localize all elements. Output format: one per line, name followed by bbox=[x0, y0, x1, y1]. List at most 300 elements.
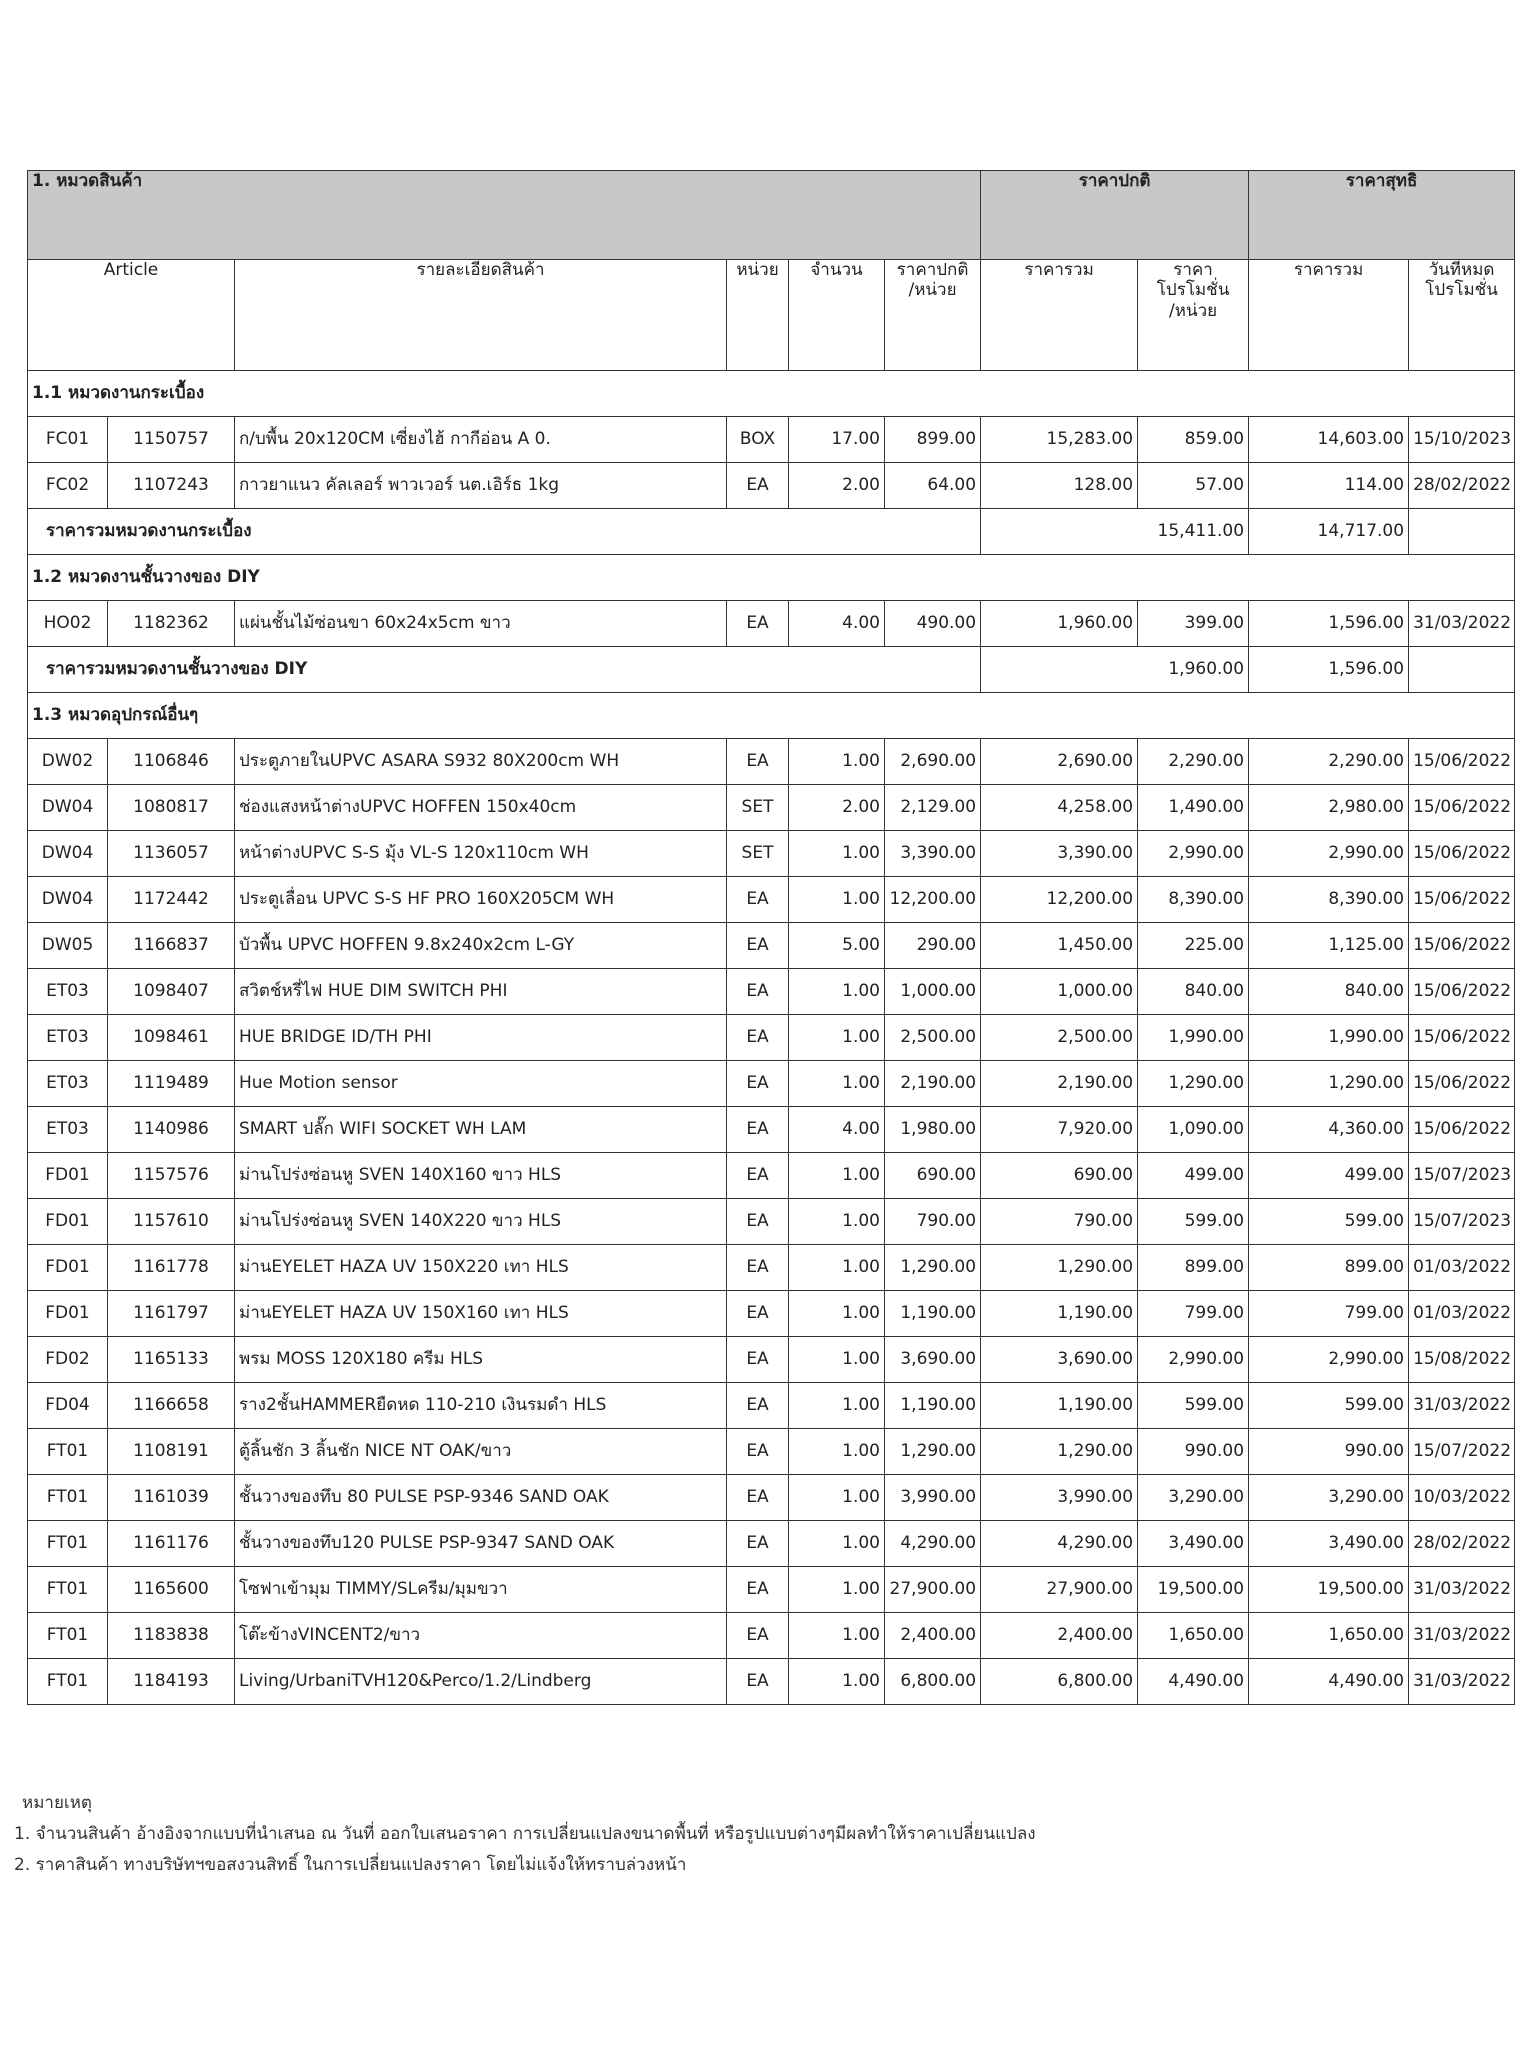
cell-article: 1108191 bbox=[108, 1429, 235, 1475]
cell-promo-price: 799.00 bbox=[1138, 1291, 1249, 1337]
cell-promo-end: 31/03/2022 bbox=[1409, 601, 1515, 647]
cell-description: ช่องแสงหน้าต่างUPVC HOFFEN 150x40cm bbox=[235, 785, 727, 831]
table-row bbox=[28, 1613, 1515, 1659]
table-row bbox=[28, 1015, 1515, 1061]
cell-unit: EA bbox=[727, 1061, 789, 1107]
cell-total: 1,290.00 bbox=[981, 1245, 1138, 1291]
cell-promo-price: 899.00 bbox=[1138, 1245, 1249, 1291]
table-row bbox=[28, 1567, 1515, 1613]
cell-article: 1166658 bbox=[108, 1383, 235, 1429]
cell-promo-price: 2,290.00 bbox=[1138, 739, 1249, 785]
cell-promo-price: 225.00 bbox=[1138, 923, 1249, 969]
cell-unit-price: 6,800.00 bbox=[885, 1659, 981, 1705]
cell-total: 4,290.00 bbox=[981, 1521, 1138, 1567]
cell-unit: EA bbox=[727, 1475, 789, 1521]
col-promo-end-line: วันที่หมด bbox=[1428, 260, 1495, 280]
table-row bbox=[28, 1659, 1515, 1705]
cell-article: 1165133 bbox=[108, 1337, 235, 1383]
table-row bbox=[28, 1199, 1515, 1245]
subtotal-empty-cell bbox=[1409, 647, 1515, 693]
cell-total: 1,000.00 bbox=[981, 969, 1138, 1015]
cell-code: FD01 bbox=[28, 1153, 108, 1199]
cell-description: แผ่นชั้นไม้ซ่อนขา 60x24x5cm ขาว bbox=[235, 601, 727, 647]
section-header bbox=[28, 693, 1515, 739]
cell-code: FT01 bbox=[28, 1567, 108, 1613]
cell-promo-price: 499.00 bbox=[1138, 1153, 1249, 1199]
cell-promo-end: 01/03/2022 bbox=[1409, 1245, 1515, 1291]
cell-promo-end: 15/06/2022 bbox=[1409, 831, 1515, 877]
cell-net-total: 2,980.00 bbox=[1249, 785, 1409, 831]
cell-qty: 1.00 bbox=[789, 831, 885, 877]
cell-description: ม่านEYELET HAZA UV 150X160 เทา HLS bbox=[235, 1291, 727, 1337]
cell-article: 1172442 bbox=[108, 877, 235, 923]
cell-code: FD02 bbox=[28, 1337, 108, 1383]
cell-qty: 1.00 bbox=[789, 1337, 885, 1383]
cell-article: 1140986 bbox=[108, 1107, 235, 1153]
cell-description: ประตูเลื่อน UPVC S-S HF PRO 160X205CM WH bbox=[235, 877, 727, 923]
cell-description: พรม MOSS 120X180 ครีม HLS bbox=[235, 1337, 727, 1383]
subtotal-label: ราคารวมหมวดงานชั้นวางของ DIY bbox=[28, 647, 981, 693]
cell-net-total: 8,390.00 bbox=[1249, 877, 1409, 923]
cell-unit: EA bbox=[727, 923, 789, 969]
cell-total: 1,960.00 bbox=[981, 601, 1138, 647]
col-promo-end bbox=[1409, 260, 1515, 371]
cell-promo-end: 15/06/2022 bbox=[1409, 923, 1515, 969]
cell-unit-price: 1,290.00 bbox=[885, 1245, 981, 1291]
cell-unit: EA bbox=[727, 1107, 789, 1153]
section-title: 1.3 หมวดอุปกรณ์อื่นๆ bbox=[28, 693, 1515, 739]
cell-net-total: 114.00 bbox=[1249, 463, 1409, 509]
cell-code: ET03 bbox=[28, 1015, 108, 1061]
cell-qty: 1.00 bbox=[789, 1153, 885, 1199]
cell-unit-price: 3,690.00 bbox=[885, 1337, 981, 1383]
cell-unit-price: 899.00 bbox=[885, 417, 981, 463]
cell-qty: 1.00 bbox=[789, 1199, 885, 1245]
cell-qty: 2.00 bbox=[789, 785, 885, 831]
cell-article: 1182362 bbox=[108, 601, 235, 647]
cell-description: ม่านEYELET HAZA UV 150X220 เทา HLS bbox=[235, 1245, 727, 1291]
cell-unit: EA bbox=[727, 1291, 789, 1337]
col-promo-end-line: โปรโมชั่น bbox=[1425, 280, 1498, 301]
cell-total: 12,200.00 bbox=[981, 877, 1138, 923]
cell-code: FD04 bbox=[28, 1383, 108, 1429]
cell-promo-end: 10/03/2022 bbox=[1409, 1475, 1515, 1521]
cell-promo-end: 15/06/2022 bbox=[1409, 969, 1515, 1015]
table-row bbox=[28, 1383, 1515, 1429]
cell-unit-price: 1,980.00 bbox=[885, 1107, 981, 1153]
cell-qty: 1.00 bbox=[789, 1061, 885, 1107]
subtotal-row bbox=[28, 509, 1515, 555]
cell-description: สวิตช์หรี่ไฟ HUE DIM SWITCH PHI bbox=[235, 969, 727, 1015]
cell-article: 1080817 bbox=[108, 785, 235, 831]
subtotal-total: 1,960.00 bbox=[981, 647, 1249, 693]
cell-description: บัวพื้น UPVC HOFFEN 9.8x240x2cm L-GY bbox=[235, 923, 727, 969]
cell-description: SMART ปลั๊ก WIFI SOCKET WH LAM bbox=[235, 1107, 727, 1153]
cell-unit: EA bbox=[727, 1659, 789, 1705]
cell-unit: EA bbox=[727, 877, 789, 923]
cell-net-total: 1,125.00 bbox=[1249, 923, 1409, 969]
cell-net-total: 599.00 bbox=[1249, 1199, 1409, 1245]
cell-promo-end: 15/10/2023 bbox=[1409, 417, 1515, 463]
cell-net-total: 2,990.00 bbox=[1249, 1337, 1409, 1383]
cell-promo-end: 15/06/2022 bbox=[1409, 1107, 1515, 1153]
cell-promo-price: 3,290.00 bbox=[1138, 1475, 1249, 1521]
cell-unit-price: 2,500.00 bbox=[885, 1015, 981, 1061]
cell-description: ก/บพื้น 20x120CM เซี่ยงไฮ้ กากีอ่อน A 0. bbox=[235, 417, 727, 463]
cell-description: ราง2ชั้นHAMMERยืดหด 110-210 เงินรมดำ HLS bbox=[235, 1383, 727, 1429]
cell-unit-price: 290.00 bbox=[885, 923, 981, 969]
section-header bbox=[28, 371, 1515, 417]
cell-total: 1,450.00 bbox=[981, 923, 1138, 969]
cell-total: 128.00 bbox=[981, 463, 1138, 509]
cell-code: FC02 bbox=[28, 463, 108, 509]
cell-description: ประตูภายในUPVC ASARA S932 80X200cm WH bbox=[235, 739, 727, 785]
cell-description: โซฟาเข้ามุม TIMMY/SLครีม/มุมขวา bbox=[235, 1567, 727, 1613]
regular-price-group-header: ราคาปกติ bbox=[981, 171, 1249, 260]
cell-code: ET03 bbox=[28, 1061, 108, 1107]
cell-promo-end: 15/07/2023 bbox=[1409, 1199, 1515, 1245]
cell-code: FT01 bbox=[28, 1475, 108, 1521]
col-unit-price-line: ราคาปกติ bbox=[896, 260, 969, 280]
cell-unit: EA bbox=[727, 1521, 789, 1567]
cell-qty: 4.00 bbox=[789, 1107, 885, 1153]
table-row bbox=[28, 1153, 1515, 1199]
cell-promo-price: 399.00 bbox=[1138, 601, 1249, 647]
cell-unit-price: 1,000.00 bbox=[885, 969, 981, 1015]
cell-promo-end: 31/03/2022 bbox=[1409, 1383, 1515, 1429]
cell-description: โต๊ะข้างVINCENT2/ขาว bbox=[235, 1613, 727, 1659]
table-row bbox=[28, 739, 1515, 785]
cell-unit-price: 2,690.00 bbox=[885, 739, 981, 785]
table-row bbox=[28, 831, 1515, 877]
cell-net-total: 899.00 bbox=[1249, 1245, 1409, 1291]
cell-total: 1,290.00 bbox=[981, 1429, 1138, 1475]
cell-total: 2,690.00 bbox=[981, 739, 1138, 785]
cell-qty: 1.00 bbox=[789, 1015, 885, 1061]
cell-qty: 1.00 bbox=[789, 1475, 885, 1521]
notes-title: หมายเหตุ bbox=[22, 1793, 92, 1813]
col-unit-price bbox=[885, 260, 981, 371]
cell-qty: 1.00 bbox=[789, 1659, 885, 1705]
cell-article: 1183838 bbox=[108, 1613, 235, 1659]
note-line: 2. ราคาสินค้า ทางบริษัทฯขอสงวนสิทธิ์ ในการเปลี่ยนแปลงราคา โดยไม่แจ้งให้ทราบล่วงหน้า bbox=[14, 1855, 687, 1875]
cell-code: DW05 bbox=[28, 923, 108, 969]
cell-code: DW02 bbox=[28, 739, 108, 785]
table-row bbox=[28, 1107, 1515, 1153]
cell-code: ET03 bbox=[28, 969, 108, 1015]
cell-net-total: 840.00 bbox=[1249, 969, 1409, 1015]
cell-promo-price: 599.00 bbox=[1138, 1383, 1249, 1429]
cell-promo-price: 1,290.00 bbox=[1138, 1061, 1249, 1107]
cell-code: FD01 bbox=[28, 1245, 108, 1291]
cell-total: 4,258.00 bbox=[981, 785, 1138, 831]
table-row bbox=[28, 417, 1515, 463]
cell-unit-price: 1,290.00 bbox=[885, 1429, 981, 1475]
cell-promo-price: 1,650.00 bbox=[1138, 1613, 1249, 1659]
table-row bbox=[28, 1337, 1515, 1383]
subtotal-net: 14,717.00 bbox=[1249, 509, 1409, 555]
cell-qty: 1.00 bbox=[789, 1429, 885, 1475]
cell-unit: SET bbox=[727, 831, 789, 877]
cell-total: 2,500.00 bbox=[981, 1015, 1138, 1061]
cell-promo-price: 840.00 bbox=[1138, 969, 1249, 1015]
cell-promo-end: 15/06/2022 bbox=[1409, 1061, 1515, 1107]
cell-net-total: 1,650.00 bbox=[1249, 1613, 1409, 1659]
cell-promo-price: 2,990.00 bbox=[1138, 831, 1249, 877]
cell-unit: EA bbox=[727, 1153, 789, 1199]
cell-unit-price: 12,200.00 bbox=[885, 877, 981, 923]
cell-total: 3,990.00 bbox=[981, 1475, 1138, 1521]
col-unit-price-line: /หน่วย bbox=[908, 280, 957, 301]
cell-unit-price: 27,900.00 bbox=[885, 1567, 981, 1613]
table-row bbox=[28, 463, 1515, 509]
cell-unit-price: 3,990.00 bbox=[885, 1475, 981, 1521]
cell-unit: EA bbox=[727, 1245, 789, 1291]
cell-net-total: 1,990.00 bbox=[1249, 1015, 1409, 1061]
cell-promo-end: 15/06/2022 bbox=[1409, 1015, 1515, 1061]
cell-code: FT01 bbox=[28, 1659, 108, 1705]
cell-promo-end: 01/03/2022 bbox=[1409, 1291, 1515, 1337]
cell-description: ชั้นวางของทึบ 80 PULSE PSP-9346 SAND OAK bbox=[235, 1475, 727, 1521]
cell-unit: EA bbox=[727, 1613, 789, 1659]
cell-qty: 1.00 bbox=[789, 1291, 885, 1337]
cell-code: FT01 bbox=[28, 1429, 108, 1475]
subtotal-label: ราคารวมหมวดงานกระเบื้อง bbox=[28, 509, 981, 555]
cell-article: 1107243 bbox=[108, 463, 235, 509]
cell-article: 1166837 bbox=[108, 923, 235, 969]
cell-article: 1106846 bbox=[108, 739, 235, 785]
cell-total: 6,800.00 bbox=[981, 1659, 1138, 1705]
col-unit: หน่วย bbox=[727, 260, 789, 371]
cell-net-total: 4,490.00 bbox=[1249, 1659, 1409, 1705]
section-title: 1.1 หมวดงานกระเบื้อง bbox=[28, 371, 1515, 417]
cell-net-total: 799.00 bbox=[1249, 1291, 1409, 1337]
cell-code: ET03 bbox=[28, 1107, 108, 1153]
table-row bbox=[28, 785, 1515, 831]
col-promo-price-line: โปรโมชั่น bbox=[1156, 280, 1230, 301]
table-group-header bbox=[28, 171, 1515, 260]
cell-net-total: 19,500.00 bbox=[1249, 1567, 1409, 1613]
cell-description: ตู้ลิ้นชัก 3 ลิ้นชัก NICE NT OAK/ขาว bbox=[235, 1429, 727, 1475]
table-row bbox=[28, 1245, 1515, 1291]
section-header bbox=[28, 555, 1515, 601]
col-net-total: ราคารวม bbox=[1249, 260, 1409, 371]
cell-unit-price: 4,290.00 bbox=[885, 1521, 981, 1567]
cell-qty: 1.00 bbox=[789, 1383, 885, 1429]
cell-unit: SET bbox=[727, 785, 789, 831]
table-row bbox=[28, 1521, 1515, 1567]
cell-article: 1184193 bbox=[108, 1659, 235, 1705]
cell-unit-price: 2,400.00 bbox=[885, 1613, 981, 1659]
cell-net-total: 3,490.00 bbox=[1249, 1521, 1409, 1567]
cell-promo-price: 599.00 bbox=[1138, 1199, 1249, 1245]
cell-unit-price: 1,190.00 bbox=[885, 1383, 981, 1429]
cell-net-total: 2,990.00 bbox=[1249, 831, 1409, 877]
cell-promo-price: 1,090.00 bbox=[1138, 1107, 1249, 1153]
cell-net-total: 499.00 bbox=[1249, 1153, 1409, 1199]
cell-net-total: 14,603.00 bbox=[1249, 417, 1409, 463]
cell-net-total: 1,596.00 bbox=[1249, 601, 1409, 647]
table-row bbox=[28, 1061, 1515, 1107]
cell-unit: EA bbox=[727, 1015, 789, 1061]
cell-article: 1136057 bbox=[108, 831, 235, 877]
cell-total: 3,390.00 bbox=[981, 831, 1138, 877]
cell-promo-end: 31/03/2022 bbox=[1409, 1659, 1515, 1705]
cell-net-total: 4,360.00 bbox=[1249, 1107, 1409, 1153]
subtotal-empty-cell bbox=[1409, 509, 1515, 555]
cell-promo-price: 8,390.00 bbox=[1138, 877, 1249, 923]
cell-total: 690.00 bbox=[981, 1153, 1138, 1199]
cell-unit: EA bbox=[727, 739, 789, 785]
cell-description: Hue Motion sensor bbox=[235, 1061, 727, 1107]
table-column-header bbox=[28, 260, 1515, 371]
cell-promo-price: 19,500.00 bbox=[1138, 1567, 1249, 1613]
notes-section bbox=[14, 1788, 1036, 1881]
cell-promo-end: 15/06/2022 bbox=[1409, 739, 1515, 785]
cell-unit: EA bbox=[727, 463, 789, 509]
table-row bbox=[28, 601, 1515, 647]
cell-qty: 5.00 bbox=[789, 923, 885, 969]
cell-promo-price: 2,990.00 bbox=[1138, 1337, 1249, 1383]
cell-qty: 1.00 bbox=[789, 1613, 885, 1659]
cell-code: FT01 bbox=[28, 1613, 108, 1659]
cell-qty: 1.00 bbox=[789, 1521, 885, 1567]
cell-unit: EA bbox=[727, 969, 789, 1015]
cell-net-total: 2,290.00 bbox=[1249, 739, 1409, 785]
cell-code: FD01 bbox=[28, 1291, 108, 1337]
cell-total: 15,283.00 bbox=[981, 417, 1138, 463]
table-row bbox=[28, 969, 1515, 1015]
subtotal-total: 15,411.00 bbox=[981, 509, 1249, 555]
cell-code: DW04 bbox=[28, 877, 108, 923]
cell-promo-end: 15/07/2023 bbox=[1409, 1153, 1515, 1199]
cell-description: หน้าต่างUPVC S-S มุ้ง VL-S 120x110cm WH bbox=[235, 831, 727, 877]
cell-article: 1150757 bbox=[108, 417, 235, 463]
cell-qty: 4.00 bbox=[789, 601, 885, 647]
net-price-group-header: ราคาสุทธิ bbox=[1249, 171, 1515, 260]
cell-code: DW04 bbox=[28, 785, 108, 831]
cell-promo-end: 15/08/2022 bbox=[1409, 1337, 1515, 1383]
cell-unit: BOX bbox=[727, 417, 789, 463]
price-quotation-table bbox=[27, 170, 1515, 1705]
cell-unit-price: 690.00 bbox=[885, 1153, 981, 1199]
col-promo-price-line: /หน่วย bbox=[1169, 300, 1218, 321]
cell-description: ชั้นวางของทึบ120 PULSE PSP-9347 SAND OAK bbox=[235, 1521, 727, 1567]
cell-unit: EA bbox=[727, 1429, 789, 1475]
cell-unit-price: 2,190.00 bbox=[885, 1061, 981, 1107]
cell-promo-end: 28/02/2022 bbox=[1409, 1521, 1515, 1567]
cell-unit: EA bbox=[727, 601, 789, 647]
cell-total: 3,690.00 bbox=[981, 1337, 1138, 1383]
cell-qty: 1.00 bbox=[789, 739, 885, 785]
cell-total: 790.00 bbox=[981, 1199, 1138, 1245]
cell-net-total: 1,290.00 bbox=[1249, 1061, 1409, 1107]
cell-promo-end: 15/06/2022 bbox=[1409, 785, 1515, 831]
cell-promo-price: 4,490.00 bbox=[1138, 1659, 1249, 1705]
table-row bbox=[28, 1291, 1515, 1337]
cell-description: กาวยาแนว คัลเลอร์ พาวเวอร์ นต.เอิร์ธ 1kg bbox=[235, 463, 727, 509]
cell-code: FC01 bbox=[28, 417, 108, 463]
cell-total: 27,900.00 bbox=[981, 1567, 1138, 1613]
cell-unit-price: 64.00 bbox=[885, 463, 981, 509]
cell-article: 1161039 bbox=[108, 1475, 235, 1521]
cell-unit: EA bbox=[727, 1383, 789, 1429]
cell-unit-price: 490.00 bbox=[885, 601, 981, 647]
cell-article: 1098407 bbox=[108, 969, 235, 1015]
cell-qty: 17.00 bbox=[789, 417, 885, 463]
subtotal-row bbox=[28, 647, 1515, 693]
subtotal-net: 1,596.00 bbox=[1249, 647, 1409, 693]
cell-promo-price: 1,490.00 bbox=[1138, 785, 1249, 831]
cell-promo-price: 3,490.00 bbox=[1138, 1521, 1249, 1567]
cell-promo-end: 31/03/2022 bbox=[1409, 1567, 1515, 1613]
cell-unit: EA bbox=[727, 1337, 789, 1383]
cell-net-total: 3,290.00 bbox=[1249, 1475, 1409, 1521]
cell-net-total: 599.00 bbox=[1249, 1383, 1409, 1429]
cell-qty: 2.00 bbox=[789, 463, 885, 509]
cell-article: 1157576 bbox=[108, 1153, 235, 1199]
cell-promo-end: 31/03/2022 bbox=[1409, 1613, 1515, 1659]
note-line: 1. จำนวนสินค้า อ้างอิงจากแบบที่นำเสนอ ณ วันที่ ออกใบเสนอราคา การเปลี่ยนแปลงขนาดพื้นที่ หรือรูปแบบต่างๆมีผลทำให้ราคาเปลี่ยนแปลง bbox=[14, 1824, 1036, 1844]
cell-unit: EA bbox=[727, 1567, 789, 1613]
col-promo-price-line: ราคา bbox=[1173, 260, 1213, 280]
cell-article: 1161797 bbox=[108, 1291, 235, 1337]
cell-promo-end: 15/07/2022 bbox=[1409, 1429, 1515, 1475]
cell-code: HO02 bbox=[28, 601, 108, 647]
table-row bbox=[28, 1475, 1515, 1521]
cell-unit-price: 1,190.00 bbox=[885, 1291, 981, 1337]
cell-promo-end: 28/02/2022 bbox=[1409, 463, 1515, 509]
col-total: ราคารวม bbox=[981, 260, 1138, 371]
cell-unit-price: 790.00 bbox=[885, 1199, 981, 1245]
col-article: Article bbox=[28, 260, 235, 371]
cell-description: ม่านโปร่งซ่อนหู SVEN 140X160 ขาว HLS bbox=[235, 1153, 727, 1199]
cell-unit-price: 2,129.00 bbox=[885, 785, 981, 831]
cell-article: 1161176 bbox=[108, 1521, 235, 1567]
cell-net-total: 990.00 bbox=[1249, 1429, 1409, 1475]
cell-total: 2,190.00 bbox=[981, 1061, 1138, 1107]
cell-promo-price: 1,990.00 bbox=[1138, 1015, 1249, 1061]
cell-promo-price: 57.00 bbox=[1138, 463, 1249, 509]
cell-total: 1,190.00 bbox=[981, 1291, 1138, 1337]
cell-description: HUE BRIDGE ID/TH PHI bbox=[235, 1015, 727, 1061]
table-row bbox=[28, 877, 1515, 923]
cell-article: 1119489 bbox=[108, 1061, 235, 1107]
cell-description: ม่านโปร่งซ่อนหู SVEN 140X220 ขาว HLS bbox=[235, 1199, 727, 1245]
cell-total: 1,190.00 bbox=[981, 1383, 1138, 1429]
cell-code: DW04 bbox=[28, 831, 108, 877]
cell-code: FD01 bbox=[28, 1199, 108, 1245]
cell-total: 7,920.00 bbox=[981, 1107, 1138, 1153]
cell-unit: EA bbox=[727, 1199, 789, 1245]
cell-article: 1161778 bbox=[108, 1245, 235, 1291]
cell-promo-price: 859.00 bbox=[1138, 417, 1249, 463]
cell-promo-end: 15/06/2022 bbox=[1409, 877, 1515, 923]
cell-unit-price: 3,390.00 bbox=[885, 831, 981, 877]
cell-article: 1165600 bbox=[108, 1567, 235, 1613]
col-description: รายละเอียดสินค้า bbox=[235, 260, 727, 371]
cell-promo-price: 990.00 bbox=[1138, 1429, 1249, 1475]
category-title: 1. หมวดสินค้า bbox=[28, 171, 981, 260]
cell-description: Living/UrbaniTVH120&Perco/1.2/Lindberg bbox=[235, 1659, 727, 1705]
section-title: 1.2 หมวดงานชั้นวางของ DIY bbox=[28, 555, 1515, 601]
col-qty: จำนวน bbox=[789, 260, 885, 371]
col-promo-price bbox=[1138, 260, 1249, 371]
cell-article: 1098461 bbox=[108, 1015, 235, 1061]
table-row bbox=[28, 1429, 1515, 1475]
table-row bbox=[28, 923, 1515, 969]
cell-total: 2,400.00 bbox=[981, 1613, 1138, 1659]
